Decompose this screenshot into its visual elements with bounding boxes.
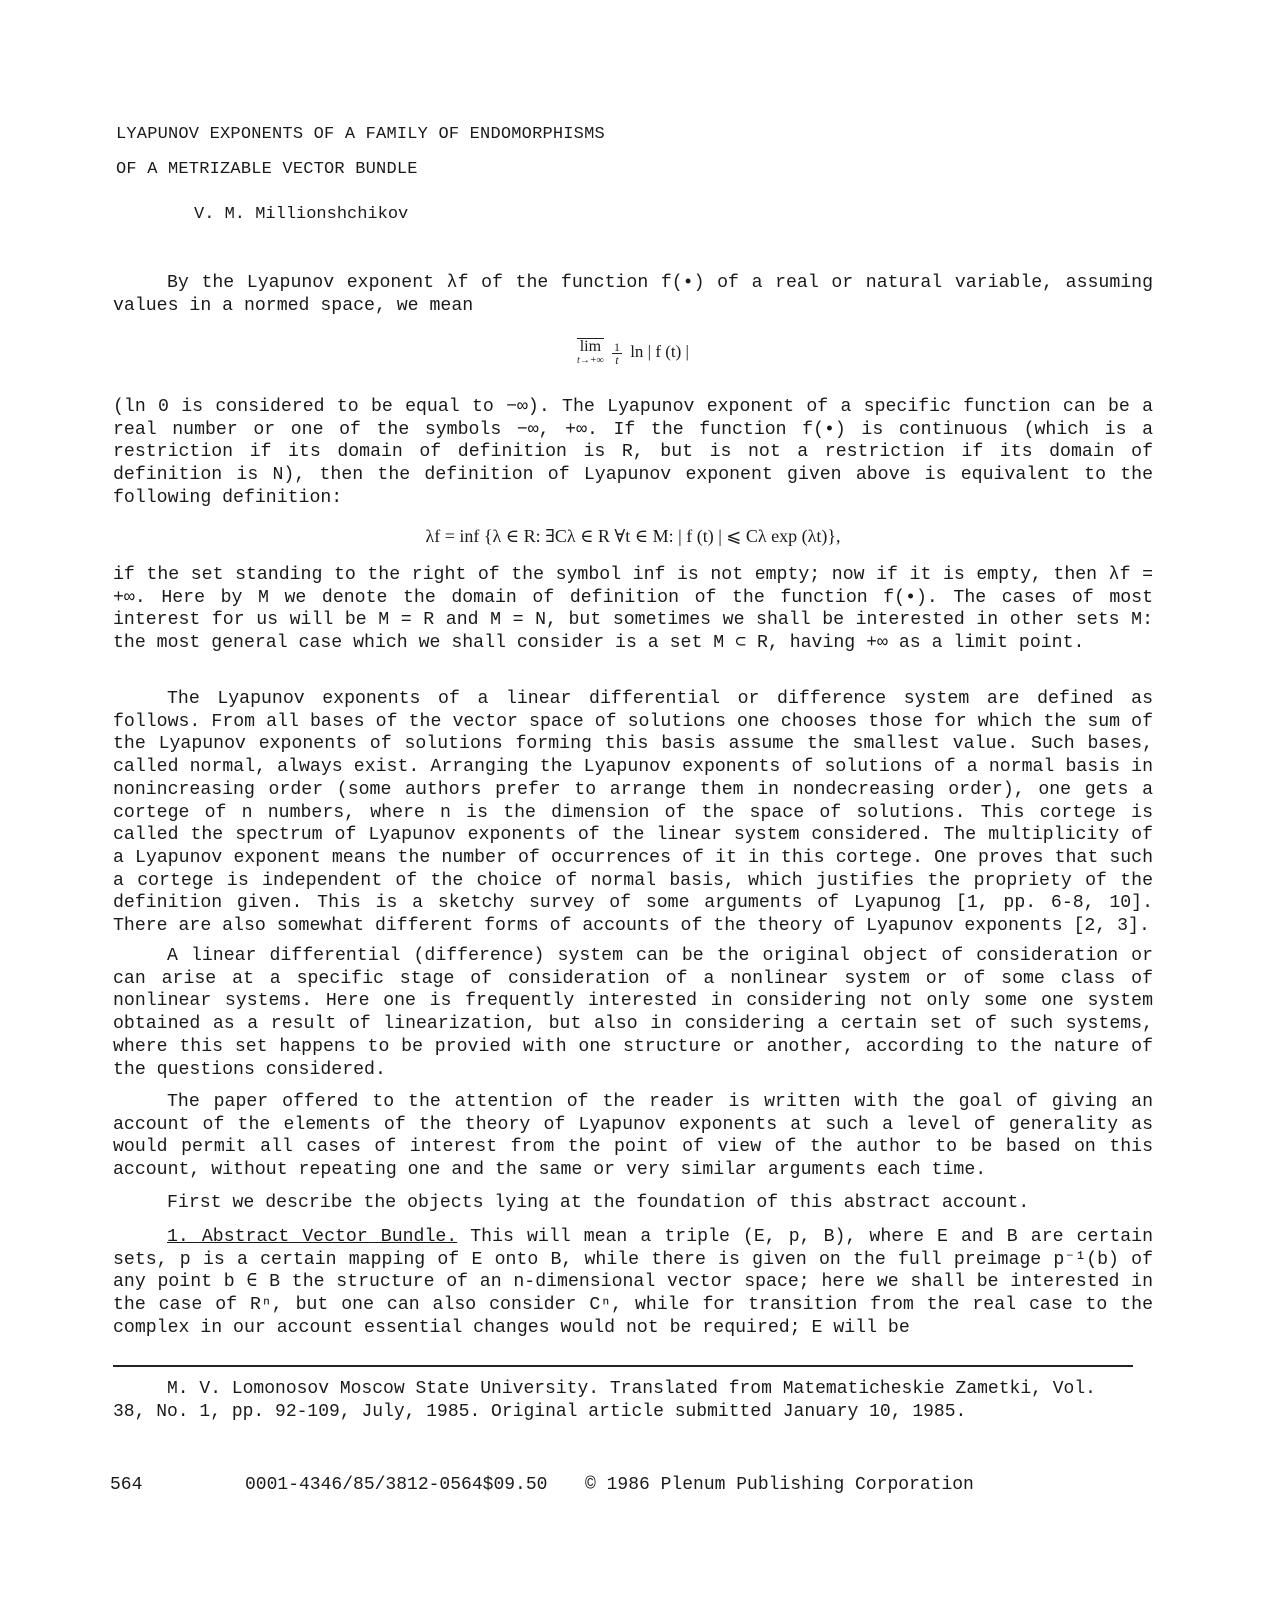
paragraph-6: The paper offered to the attention of the reader is written with the goal of giving an account of the elements of the theory of Lyapunov exponents at such a level of generality as would permit all cases of interest from the point of view of the author to be based on this account, without repeating one and the same or very similar arguments each time. [113,1092,1153,1181]
title-line-1: LYAPUNOV EXPONENTS OF A FAMILY OF ENDOMORPHISMS [116,125,605,144]
fraction [612,341,622,366]
paragraph-3: if the set standing to the right of the symbol inf is not empty; now if it is empty, then λf = +∞. Here by M we denote the domain of definition of the function f(•). The cases of most interest for us will be M = R and M = N, but sometimes we shall be interested in other sets M: the most general case which we shall consider is a set M ⊂ R, having +∞ as a limit point. [113,565,1153,654]
article-code: 0001-4346/85/3812-0564$09.50 [245,1475,548,1495]
title-line-2: OF A METRIZABLE VECTOR BUNDLE [116,160,418,179]
formula-limsup [113,338,1153,368]
paragraph-5: A linear differential (difference) system can be the original object of consideration or can arise at a specific stage of consideration of a nonlinear system or of some class of nonlinear systems. Here one is frequently interested in considering not only some one system obtained as a result of linearization, but also in considering a certain set of such systems, where this set happens to be provied with one structure or another, according to the nature of the questions considered. [113,946,1153,1080]
lim-subscript: t→+∞ [577,355,604,366]
page-number: 564 [110,1475,143,1495]
paragraph-4: The Lyapunov exponents of a linear differential or difference system are defined as follows. From all bases of the vector space of solutions one chooses those for which the sum of the Lyapunov exponents of solutions forming this basis assume the smallest value. Such bases, called normal, always exist. Arranging the Lyapunov exponents of solutions of a normal basis in nonincreasing order (some authors prefer to arrange them in nondecreasing order), one gets a cortege of n numbers, where n is the dimension of the space of solutions. This cortege is called the spectrum of Lyapunov exponents of the linear system considered. The multiplicity of a Lyapunov exponent means the number of occurrences of it in this cortege. One proves that such a cortege is independent of the choice of normal basis, which justifies the propriety of the definition given. This is a sketchy survey of some arguments of Lyapunog [1, pp. 6-8, 10]. There are also somewhat different forms of accounts of the theory of Lyapunov exponents [2, 3]. [113,689,1153,937]
limsup-operator [577,338,604,368]
paragraph-8-body: This will mean a triple (E, p, B), where E and B are certain sets, p is a certain mapping of E onto B, while there is given on the full preimage p⁻¹(b) of any point b ∈ B the structure of an n-dimensional vector space; here we shall be interested in the case of Rⁿ, but one can also consider Cⁿ, while for transition from the real case to the complex in our account essential changes would not be required; E will be [113,1227,1153,1338]
lim-text: lim [577,338,604,354]
copyright: © 1986 Plenum Publishing Corporation [585,1475,974,1495]
paragraph-2: (ln 0 is considered to be equal to −∞). The Lyapunov exponent of a specific function can be a real number or one of the symbols −∞, +∞. If the function f(•) is continuous (which is a restriction if its domain of definition is R, but is not a restriction if its domain of definition is N), then the definition of Lyapunov exponent given above is equivalent to the following definition: [113,397,1153,508]
section-heading: 1. Abstract Vector Bundle. [167,1227,458,1247]
paragraph-7: First we describe the objects lying at the foundation of this abstract account. [167,1193,1030,1213]
footnote-line-2: 38, No. 1, pp. 92-109, July, 1985. Original article submitted January 10, 1985. [113,1402,967,1422]
fraction-numerator: 1 [613,339,620,354]
log-norm: ln | f (t) | [630,341,689,361]
paragraph-1: By the Lyapunov exponent λf of the function f(•) of a real or natural variable, assuming values in a normed space, we mean [113,273,1153,316]
paragraph-8 [113,1226,1153,1340]
fraction-denominator: t [615,352,619,367]
author: V. M. Millionshchikov [194,205,409,224]
formula-definition: λf = inf {λ ∈ R: ∃Cλ ∈ R ∀t ∈ M: | f (t) | ⩽ Cλ exp (λt)}, [425,526,841,546]
footnote-rule [113,1365,1133,1367]
footnote [113,1378,1153,1424]
footnote-line-1: M. V. Lomonosov Moscow State University. Translated from Matematicheskie Zametki, Vol. [167,1379,1096,1399]
